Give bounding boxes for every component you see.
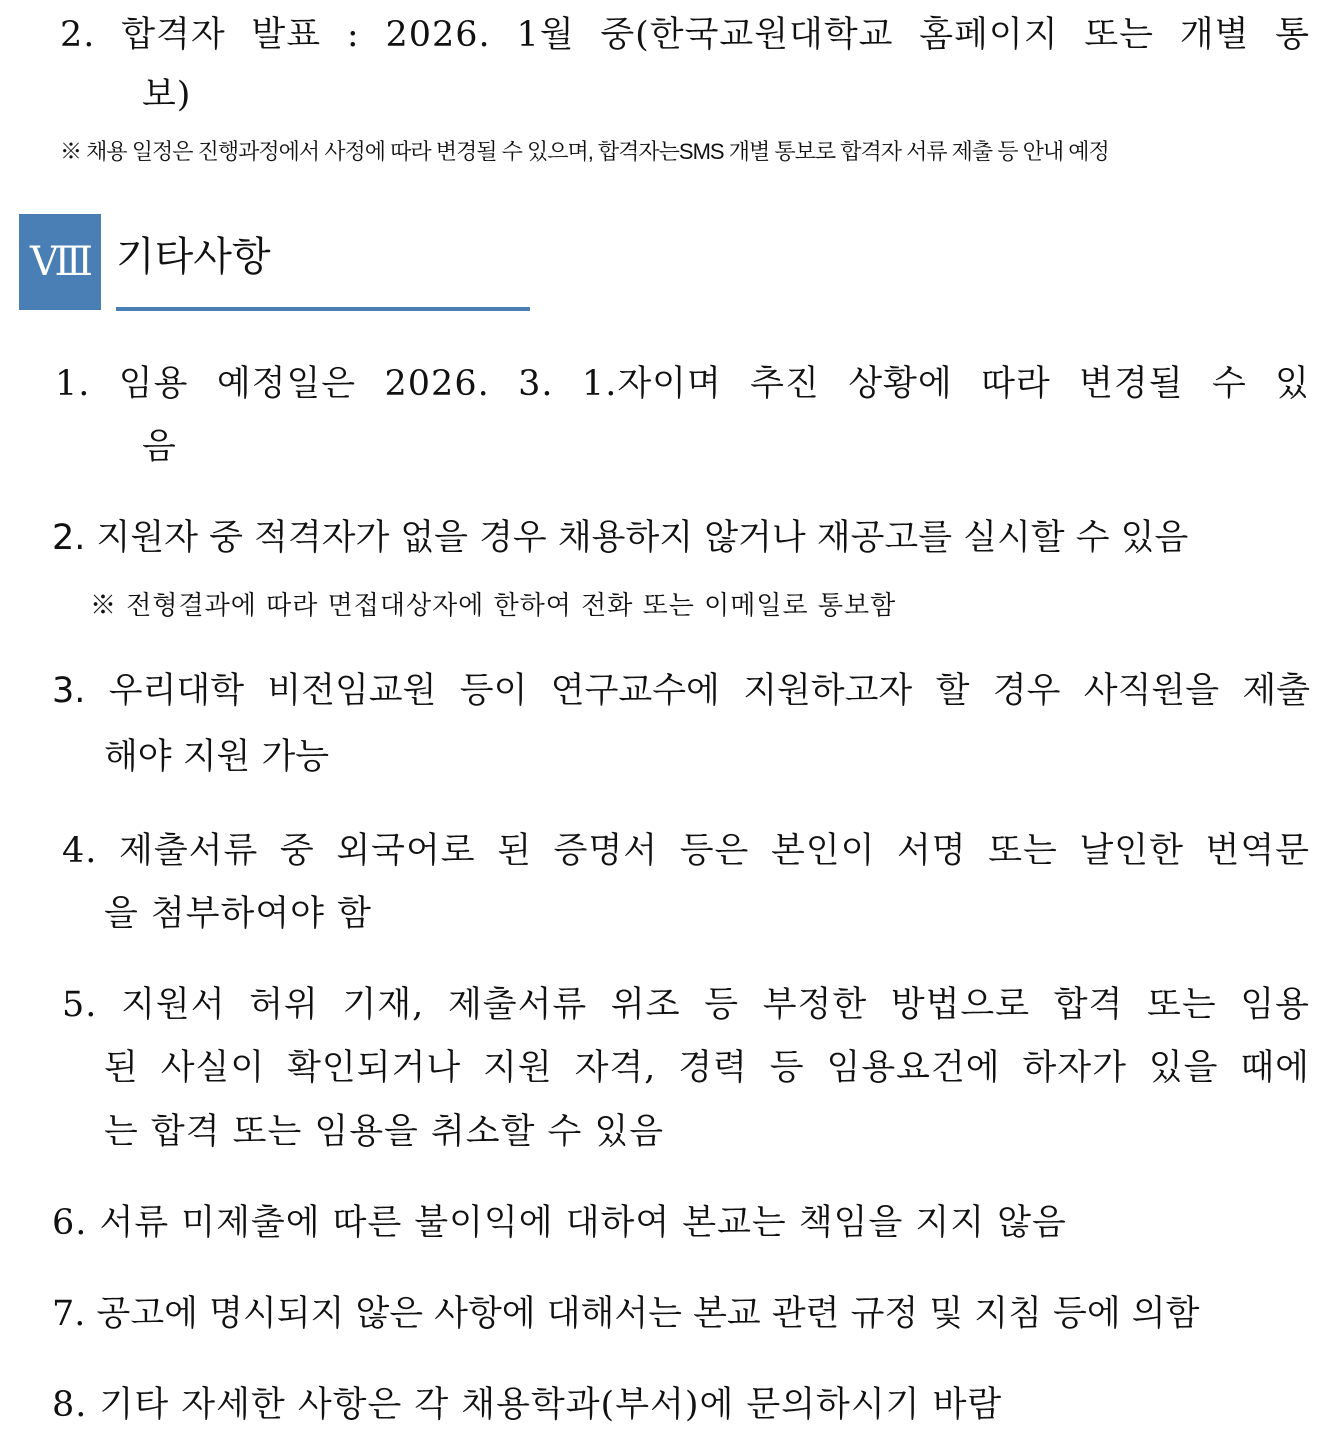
list-item-3-line-2: 해야 지원 가능	[104, 737, 330, 777]
list-item-4-line-1: 4. 제출서류 중 외국어로 된 증명서 등은 본인이 서명 또는 날인한 번역문	[62, 831, 1310, 871]
list-item-4-line-2: 을 첨부하여야 함	[104, 894, 372, 934]
list-item-1-line-1: 1. 임용 예정일은 2026. 3. 1.자이며 추진 상황에 따라 변경될 수 있	[55, 364, 1310, 404]
section-number-badge: Ⅷ	[19, 214, 101, 310]
list-item-5-line-3: 는 합격 또는 임용을 취소할 수 있음	[104, 1112, 665, 1152]
list-item-7-line-1: 7. 공고에 명시되지 않은 사항에 대해서는 본교 관련 규정 및 지침 등에 의함	[52, 1294, 1200, 1334]
announcement-line-1: 2. 합격자 발표 : 2026. 1월 중(한국교원대학교 홈페이지 또는 개별 통	[60, 15, 1310, 55]
list-item-8-line-1: 8. 기타 자세한 사항은 각 채용학과(부서)에 문의하시기 바람	[52, 1385, 1003, 1425]
list-item-5-line-2: 된 사실이 확인되거나 지원 자격, 경력 등 임용요건에 하자가 있을 때에	[104, 1048, 1310, 1088]
list-item-6-line-1: 6. 서류 미제출에 따른 불이익에 대하여 본교는 책임을 지지 않음	[52, 1203, 1067, 1243]
list-item-3-line-1: 3. 우리대학 비전임교원 등이 연구교수에 지원하고자 할 경우 사직원을 제출	[52, 671, 1310, 711]
schedule-note: ※ 채용 일정은 진행과정에서 사정에 따라 변경될 수 있으며, 합격자는SMS 개별 통보로 합격자 서류 제출 등 안내 예정	[60, 139, 1109, 164]
section-title-underline	[116, 307, 530, 311]
announcement-line-2: 보)	[142, 75, 192, 115]
list-item-1-line-2: 음	[142, 427, 177, 467]
section-title: 기타사항	[116, 234, 271, 280]
list-item-5-line-1: 5. 지원서 허위 기재, 제출서류 위조 등 부정한 방법으로 합격 또는 임용	[62, 985, 1310, 1025]
list-item-2-note: ※ 전형결과에 따라 면접대상자에 한하여 전화 또는 이메일로 통보함	[90, 591, 897, 621]
list-item-2-line-1: 2. 지원자 중 적격자가 없을 경우 채용하지 않거나 재공고를 실시할 수 있음	[52, 518, 1189, 558]
